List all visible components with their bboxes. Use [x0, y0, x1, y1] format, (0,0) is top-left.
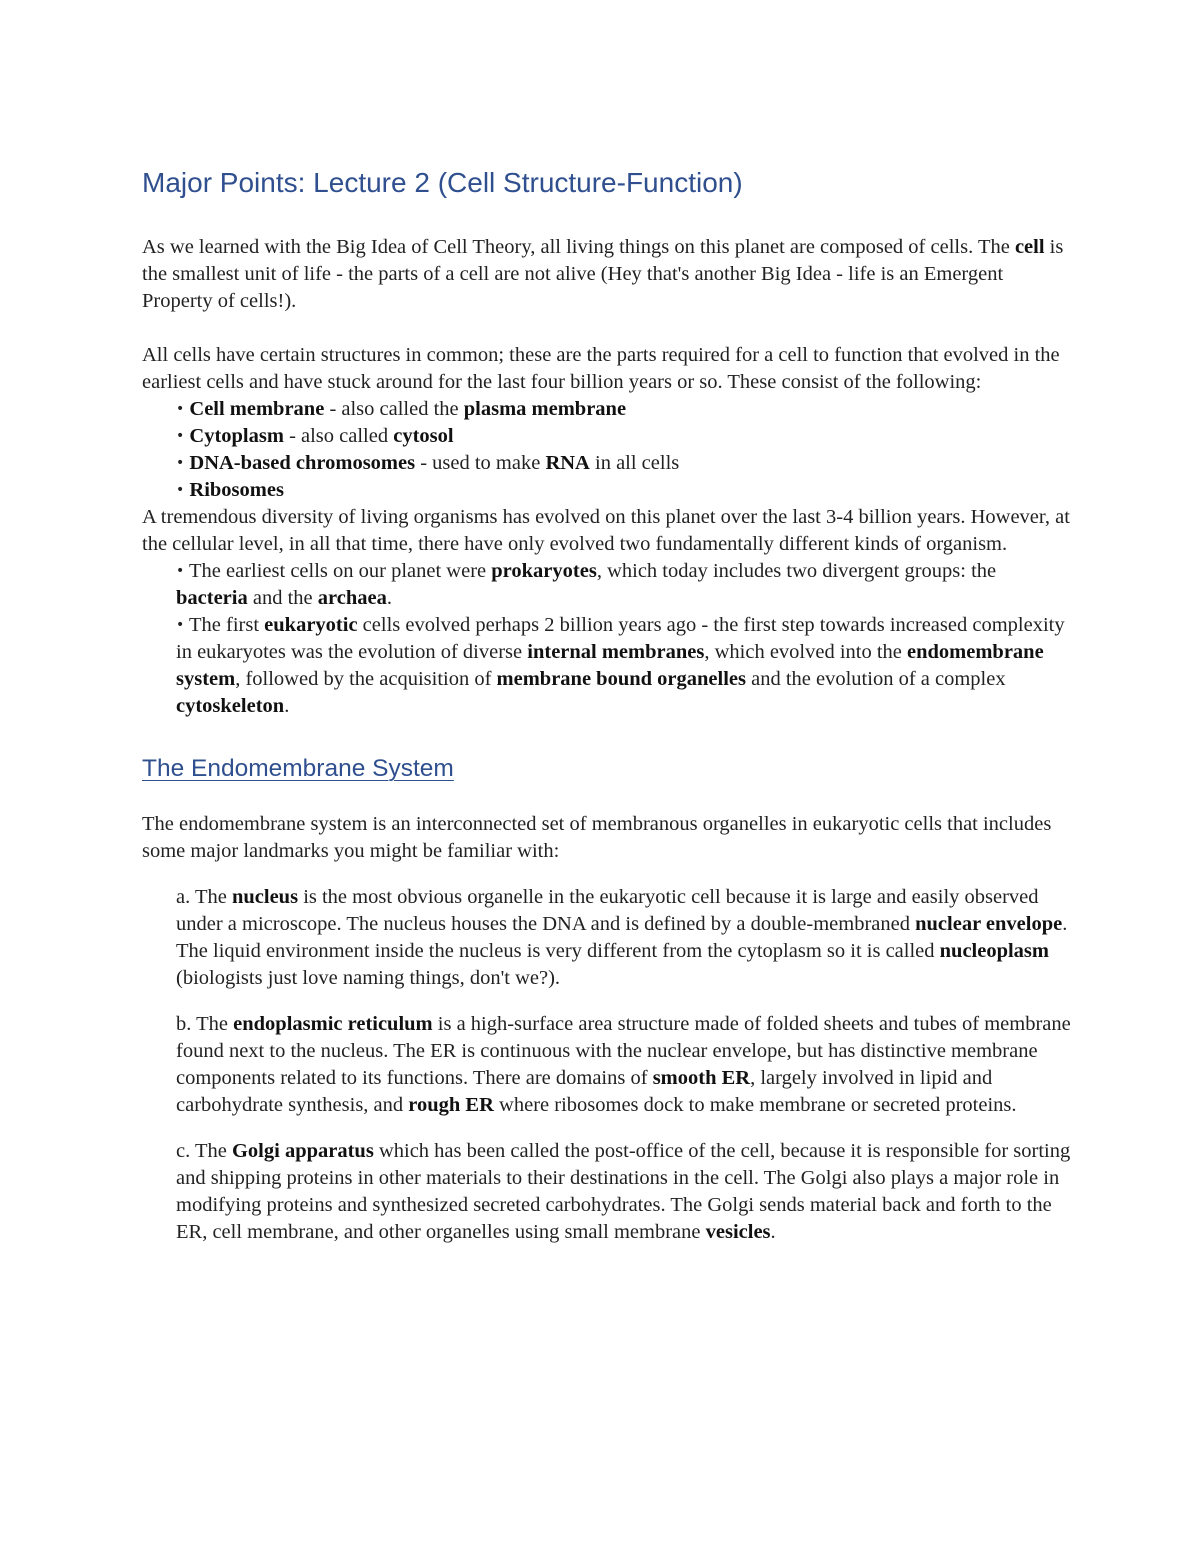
text-run: - also called	[283, 425, 394, 447]
text-run: in all cells	[589, 452, 680, 474]
text-run: . The liquid environment inside the nucleus is very different from the cytoplasm so it is called	[176, 913, 1068, 962]
bullet-icon: •	[176, 563, 185, 579]
endomembrane-intro: The endomembrane system is an interconnected set of membranous organelles in eukaryotic cells that includes some major landmarks you might be familiar with:	[142, 813, 1052, 862]
text-run: As we learned with the Big Idea of Cell Theory, all living things on this planet are composed of cells. The	[142, 236, 1015, 258]
bullet-icon: •	[176, 428, 185, 444]
text-run: is a high-surface area structure made of folded sheets and tubes of membrane found next to the nucleus. The ER is continuous with the nuclear envelope, but has distinctive membrane components related to its functions. There are domains of	[176, 1013, 1071, 1089]
document-page	[142, 165, 1072, 1246]
bold-term: Golgi apparatus	[231, 1140, 374, 1162]
section-heading: The Endomembrane System	[142, 755, 454, 782]
text-run: b. The	[176, 1013, 234, 1035]
text-run: a. The	[176, 886, 232, 908]
bold-term: Cytoplasm	[189, 425, 284, 447]
text-run: , followed by the acquisition of	[235, 668, 497, 690]
list-item	[176, 423, 1072, 450]
bold-term: DNA-based chromosomes	[189, 452, 416, 474]
text-run: c. The	[176, 1140, 232, 1162]
text-run: and the	[247, 587, 318, 609]
text-run: (biologists just love naming things, don't we?).	[176, 967, 561, 989]
bold-term: internal membranes	[527, 641, 705, 663]
list-item	[176, 396, 1072, 423]
bold-term: nuclear envelope	[915, 913, 1063, 935]
bold-term: bacteria	[176, 587, 248, 609]
text-run: , which today includes two divergent groups: the	[596, 560, 997, 582]
text-run: , which evolved into the	[704, 641, 908, 663]
prokaryote-bullet	[142, 558, 1072, 612]
bullet-icon: •	[176, 401, 185, 417]
eukaryote-bullet	[142, 612, 1072, 720]
bold-term: plasma membrane	[463, 398, 627, 420]
text-run: where ribosomes dock to make membrane or secreted proteins.	[493, 1094, 1017, 1116]
text-run: The first	[184, 614, 265, 636]
text-run: .	[284, 695, 290, 717]
page-title: Major Points: Lecture 2 (Cell Structure-Function)	[142, 167, 743, 198]
text-run: The earliest cells on our planet were	[184, 560, 492, 582]
bold-term: nucleus	[231, 886, 299, 908]
text-run: - also called the	[324, 398, 464, 420]
bold-term: endoplasmic reticulum	[233, 1013, 433, 1035]
bold-term: nucleoplasm	[939, 940, 1049, 962]
bold-term: vesicles	[705, 1221, 771, 1243]
intro-paragraph	[142, 234, 1072, 315]
bold-term: RNA	[545, 452, 590, 474]
text-run: , largely involved in lipid and carbohydrate synthesis, and	[176, 1067, 993, 1116]
text-run: cells evolved perhaps 2 billion years ago - the first step towards increased complexity in eukaryotes was the evolution of diverse	[176, 614, 1065, 663]
text-run: is the most obvious organelle in the eukaryotic cell because it is large and easily observed under a microscope. The nucleus houses the DNA and is defined by a double-membraned	[176, 886, 1039, 935]
bold-term: Ribosomes	[189, 479, 284, 501]
bold-term: Cell membrane	[189, 398, 325, 420]
common-structures-paragraph: All cells have certain structures in common; these are the parts required for a cell to function that evolved in the earliest cells and have stuck around for the last four billion years or so. These consist of the following:	[142, 344, 1060, 393]
text-run: .	[386, 587, 392, 609]
bold-term: prokaryotes	[491, 560, 597, 582]
bold-term: archaea	[317, 587, 387, 609]
item-golgi-apparatus	[142, 1138, 1072, 1246]
diversity-paragraph: A tremendous diversity of living organisms has evolved on this planet over the last 3-4 billion years. However, at the cellular level, in all that time, there have only evolved two fundamentally different kinds of organism.	[142, 506, 1070, 555]
bullet-icon: •	[176, 455, 185, 471]
item-endoplasmic-reticulum	[142, 1011, 1072, 1119]
bullet-icon: •	[176, 617, 185, 633]
bullet-icon: •	[176, 482, 185, 498]
bold-term: cytoskeleton	[176, 695, 285, 717]
bold-term: cell	[1014, 236, 1045, 258]
text-run: and the evolution of a complex	[745, 668, 1006, 690]
bold-term: eukaryotic	[264, 614, 358, 636]
bold-term: smooth ER	[652, 1067, 751, 1089]
bold-term: endomembrane system	[176, 641, 1044, 690]
bold-term: cytosol	[393, 425, 454, 447]
text-run: - used to make	[415, 452, 546, 474]
text-run: .	[770, 1221, 776, 1243]
text-run: is the smallest unit of life - the parts of a cell are not alive (Hey that's another Big Idea - life is an Emergent Property of cells!).	[142, 236, 1064, 312]
common-structures-list	[142, 396, 1072, 504]
item-nucleus	[142, 884, 1072, 992]
bold-term: membrane bound organelles	[496, 668, 746, 690]
text-run: which has been called the post-office of the cell, because it is responsible for sorting and shipping proteins in other materials to their destinations in the cell. The Golgi also plays a major role in modifying proteins and synthesized secreted carbohydrates. The Golgi sends material back and forth to the ER, cell membrane, and other organelles using small membrane	[176, 1140, 1071, 1243]
bold-term: rough ER	[408, 1094, 494, 1116]
list-item	[176, 450, 1072, 477]
list-item	[176, 477, 1072, 504]
